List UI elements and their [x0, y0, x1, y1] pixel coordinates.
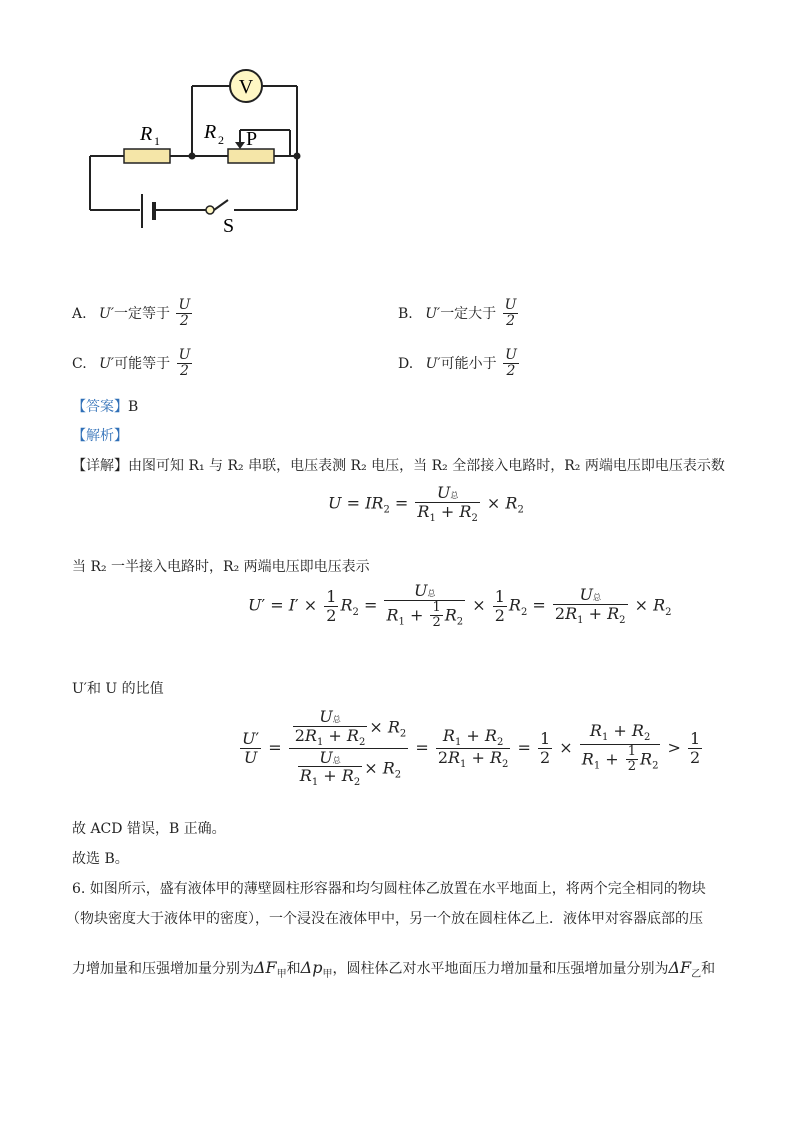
option-a[interactable]: A. U′一定等于 $\frac{U}{2}$: [72, 297, 191, 330]
fraction: $\frac{U}{2}$: [504, 297, 517, 330]
q6-line-2: （物块密度大于液体甲的密度），一个浸没在液体甲中，另一个放在圆柱体乙上．液体甲对容器底部的压: [66, 911, 703, 927]
resistor-r2: [228, 149, 274, 163]
equation-1: $U = IR_2$ = $\frac{\text{U总}}{R_1 + R_2}$ × $R_2$: [328, 483, 524, 524]
resistor-r1: [124, 149, 170, 163]
fraction: $\frac{U}{2}$: [178, 347, 191, 380]
slider-label: P: [246, 128, 258, 150]
detail-line-1: 【详解】由图可知 R₁ 与 R₂ 串联，电压表测 R₂ 电压，当 R₂ 全部接入电路时，R₂ 两端电压即电压表示数: [72, 458, 725, 474]
detail-line-2: 当 R₂ 一半接入电路时，R₂ 两端电压即电压表示: [72, 559, 370, 575]
detail-line-5: 故选 B。: [72, 851, 129, 867]
option-c[interactable]: C. U′可能等于 $\frac{U}{2}$: [72, 347, 191, 380]
answer-tag: 【答案】: [72, 399, 128, 415]
equation-3: $\frac{U'}{U}$ = $\frac{\text{U总}}{2R_1 + R_2}$ × $R_2$ $\frac{\text{U总}}{R_1 + R_2}$ × $R_2$ = $\frac{R_1 + R_2}{2R_1 + R_2}$ = $\frac{1}{2}$ × $R_1 + R_2$ $R_1$ + $\frac{1}{2}$ $R_2$ > $\frac{1}{2}$: [242, 707, 701, 789]
q6-line-1: 6. 如图所示，盛有液体甲的薄壁圆柱形容器和均匀圆柱体乙放置在水平地面上，将两个完全相同的物块: [72, 881, 706, 897]
detail-line-3: U′和 U 的比值: [72, 681, 164, 697]
circuit-diagram: [80, 60, 320, 240]
r1-label: R: [140, 123, 153, 145]
switch-label: S: [223, 215, 235, 237]
fraction: $\frac{U}{2}$: [178, 297, 191, 330]
fraction: $\frac{U}{2}$: [505, 347, 517, 380]
answer-value: B: [128, 399, 139, 415]
option-b[interactable]: B. U′一定大于 $\frac{U}{2}$: [398, 297, 517, 330]
r2-subscript: 2: [218, 133, 224, 147]
q6-line-3: 力增加量和压强增加量分别为$\Delta F_甲$和$\Delta p_甲$，圆柱体乙对水平地面压力增加量和压强增加量分别为$\Delta F_乙$和: [72, 958, 716, 980]
voltmeter-label: V: [238, 76, 254, 98]
detail-line-4: 故 ACD 错误，B 正确。: [72, 821, 226, 837]
analysis-tag: 【解析】: [72, 428, 128, 444]
equation-2: U′ = I′ × $\frac{1}{2}$ $R_2$ = U总 $R_1$ + $\frac{1}{2}$ $R_2$ × $\frac{1}{2}$ $R_2$ = $\frac{\text{U总}}{2R_1 + R_2}$ × $R_2$: [248, 581, 672, 630]
r1-subscript: 1: [154, 134, 160, 148]
answer-line: [72, 396, 138, 416]
option-d[interactable]: D. U′可能小于 $\frac{U}{2}$: [398, 347, 517, 380]
r2-label: R: [204, 121, 217, 143]
